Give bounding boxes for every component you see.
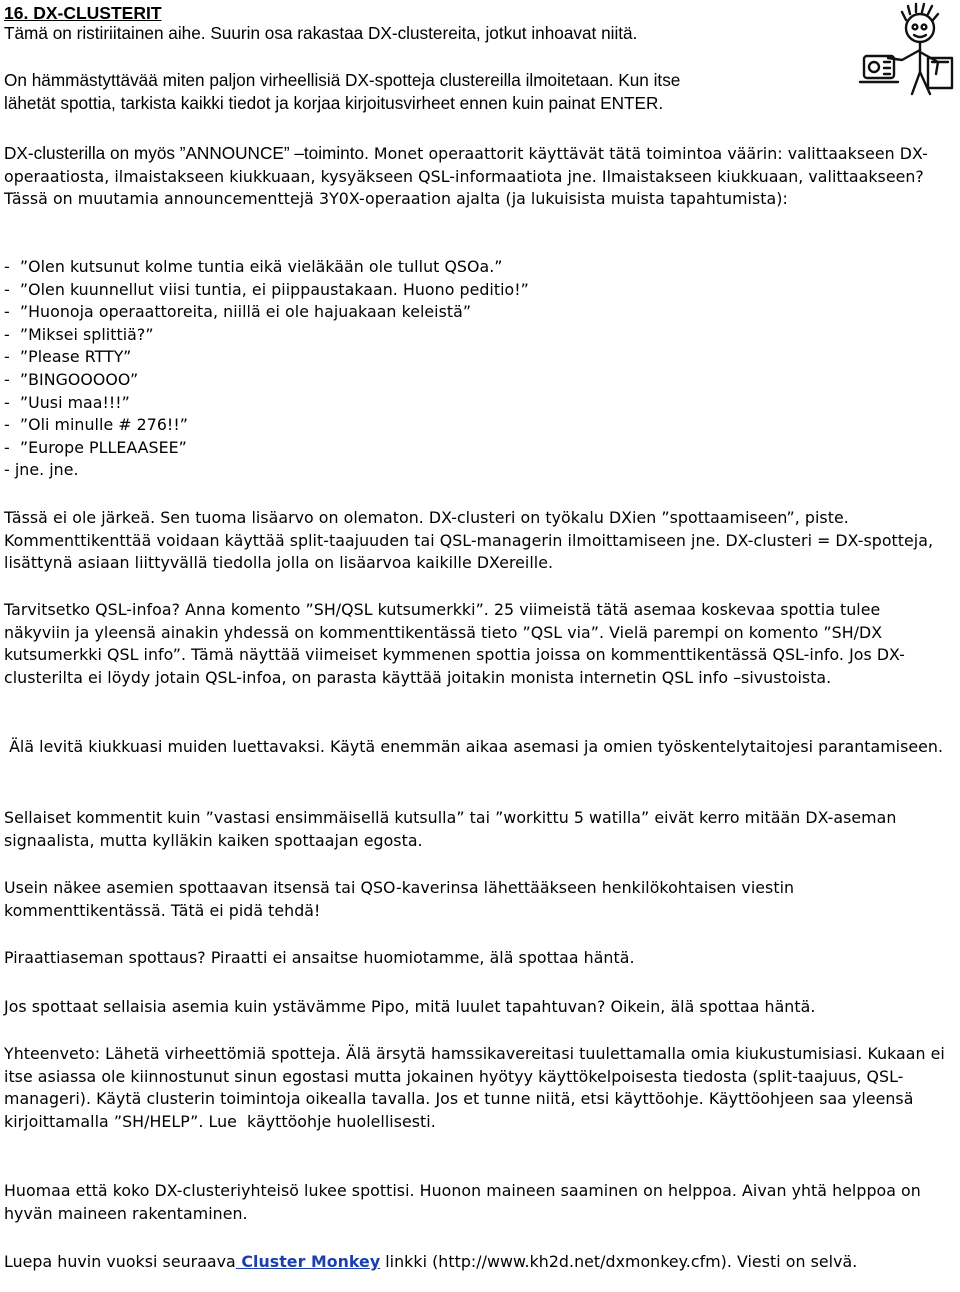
announce-lead: DX-clusterilla on myös ”ANNOUNCE” –toiminto. <box>4 143 369 163</box>
list-item: - ”BINGOOOOO” <box>4 369 139 389</box>
personal-message-paragraph: Usein näkee asemien spottaavan itsensä tai QSO-kaverinsa lähettääkseen henkilökohtaisen viestin kommenttikentässä. Tätä ei pidä tehdä! <box>4 878 800 920</box>
annoyance-paragraph: Älä levitä kiukkuasi muiden luettavaksi. Käytä enemmän aikaa asemasi ja omien työskentelytaitojesi parantamiseen. <box>4 737 944 756</box>
summary-paragraph: Yhteenveto: Lähetä virheettömiä spotteja. Älä ärsytä hamssikavereitasi tuulettamalla omia kiukustumisiasi. Kukaan ei itse asiassa ole kiinnostunut sinun egostasi mutta jokainen hyötyy käyttökelpoisesta tiedosta (split-taajuus, QSL-manageri). Käytä clusterin toimintoja oikealla tavalla. Jos et tunne niitä, etsi käyttöohje. Käyttöohjeen saa yleensä kirjoittamalla ”SH/HELP”. Lue käyttöohje huolellisesti. <box>4 1044 950 1131</box>
reputation-paragraph: Huomaa että koko DX-clusteriyhteisö lukee spottisi. Huonon maineen saaminen on helppoa. Aivan yhtä helppoa on hyvän maineen rakentaminen. <box>4 1181 926 1223</box>
spot-accuracy-paragraph <box>0 69 958 114</box>
announcement-list <box>0 256 958 482</box>
spot-accuracy-line-2: lähetät spottia, tarkista kaikki tiedot ja korjaa kirjoitusvirheet ennen kuin painat ENTER. <box>4 92 664 113</box>
list-item: - ”Olen kutsunut kolme tuntia eikä vieläkään ole tullut QSOa.” <box>4 257 503 276</box>
announce-body: Monet operaattorit käyttävät tätä toimintoa väärin: valittaakseen DX-operaatiosta, ilmaistakseen kiukkuaan, kysyäkseen QSL-informaatiota jne. Ilmaistakseen kiukkuaan, valittaakseen? <box>4 144 928 186</box>
intro-paragraph: Tämä on ristiriitainen aihe. Suurin osa rakastaa DX-clustereita, jotkut inhoavat niitä. <box>4 23 638 43</box>
cluster-monkey-link[interactable]: Cluster Monkey <box>235 1252 381 1271</box>
section-title: 16. DX-CLUSTERIT <box>4 3 162 23</box>
list-item: - ”Miksei splittiä?” <box>4 324 154 344</box>
list-item: - ”Huonoja operaattoreita, niillä ei ole hajuakaan keleistä” <box>4 302 472 322</box>
cluster-monkey-paragraph <box>4 1251 949 1274</box>
list-item: - ”Please RTTY” <box>4 347 132 367</box>
link-trail-text: linkki (http://www.kh2d.net/dxmonkey.cfm). Viesti on selvä. <box>380 1252 858 1271</box>
list-item: - ”Uusi maa!!!” <box>4 392 130 412</box>
list-item: - ”Oli minulle # 276!!” <box>4 415 188 435</box>
announce-tail: Tässä on muutamia announcementtejä 3Y0X-operaation ajalta (ja lukuisista muista tapahtumista): <box>4 166 929 209</box>
spot-accuracy-line-1: On hämmästyttävää miten paljon virheellisiä DX-spotteja clustereilla ilmoitetaan. Kun itse <box>4 70 681 90</box>
qsl-info-paragraph: Tarvitsetko QSL-infoa? Anna komento ”SH/QSL kutsumerkki”. 25 viimeistä tätä asemaa koskevaa spottia tulee näkyviin ja yleensä ainakin yhdessä on kommenttikentässä tieto ”QSL via”. Vielä parempi on komento ”SH/DX kutsumerkki QSL info”. Tämä näyttää viimeiset kymmenen spottia joissa on kommenttikentässä QSL-info. Jos DX-clusterilta ei löydy jotain QSL-infoa, on parasta käyttää joitakin monista internetin QSL info –sivustoista. <box>4 600 905 687</box>
pipo-paragraph: Jos spottaat sellaisia asemia kuin ystävämme Pipo, mitä luulet tapahtuvan? Oikein, älä spottaa häntä. <box>4 997 816 1016</box>
ego-comments-paragraph: Sellaiset kommentit kuin ”vastasi ensimmäisellä kutsulla” tai ”workittu 5 watilla” eivät kerro mitään DX-aseman signaalista, mutta kylläkin kaiken spottaajan egosta. <box>4 808 902 850</box>
purpose-paragraph: Tässä ei ole järkeä. Sen tuoma lisäarvo on olematon. DX-clusteri on työkalu DXien ”spottaamiseen”, piste. Kommenttikenttää voidaan käyttää split-taajuuden tai QSL-managerin ilmoittamiseen jne. DX-clusteri = DX-spotteja, lisättynä asiaan liittyvällä tiedolla jolla on lisäarvoa kaikille DXereille. <box>4 508 939 573</box>
list-item: - ”Europe PLLEAASEE” <box>4 437 187 457</box>
list-item: - jne. jne. <box>4 460 79 480</box>
link-lead-text: Luepa huvin vuoksi seuraava <box>4 1252 236 1271</box>
announce-paragraph <box>4 142 954 211</box>
list-item: - ”Olen kuunnellut viisi tuntia, ei piippaustakaan. Huono peditio!” <box>4 279 529 299</box>
pirate-paragraph: Piraattiaseman spottaus? Piraatti ei ansaitse huomiotamme, älä spottaa häntä. <box>4 948 635 967</box>
